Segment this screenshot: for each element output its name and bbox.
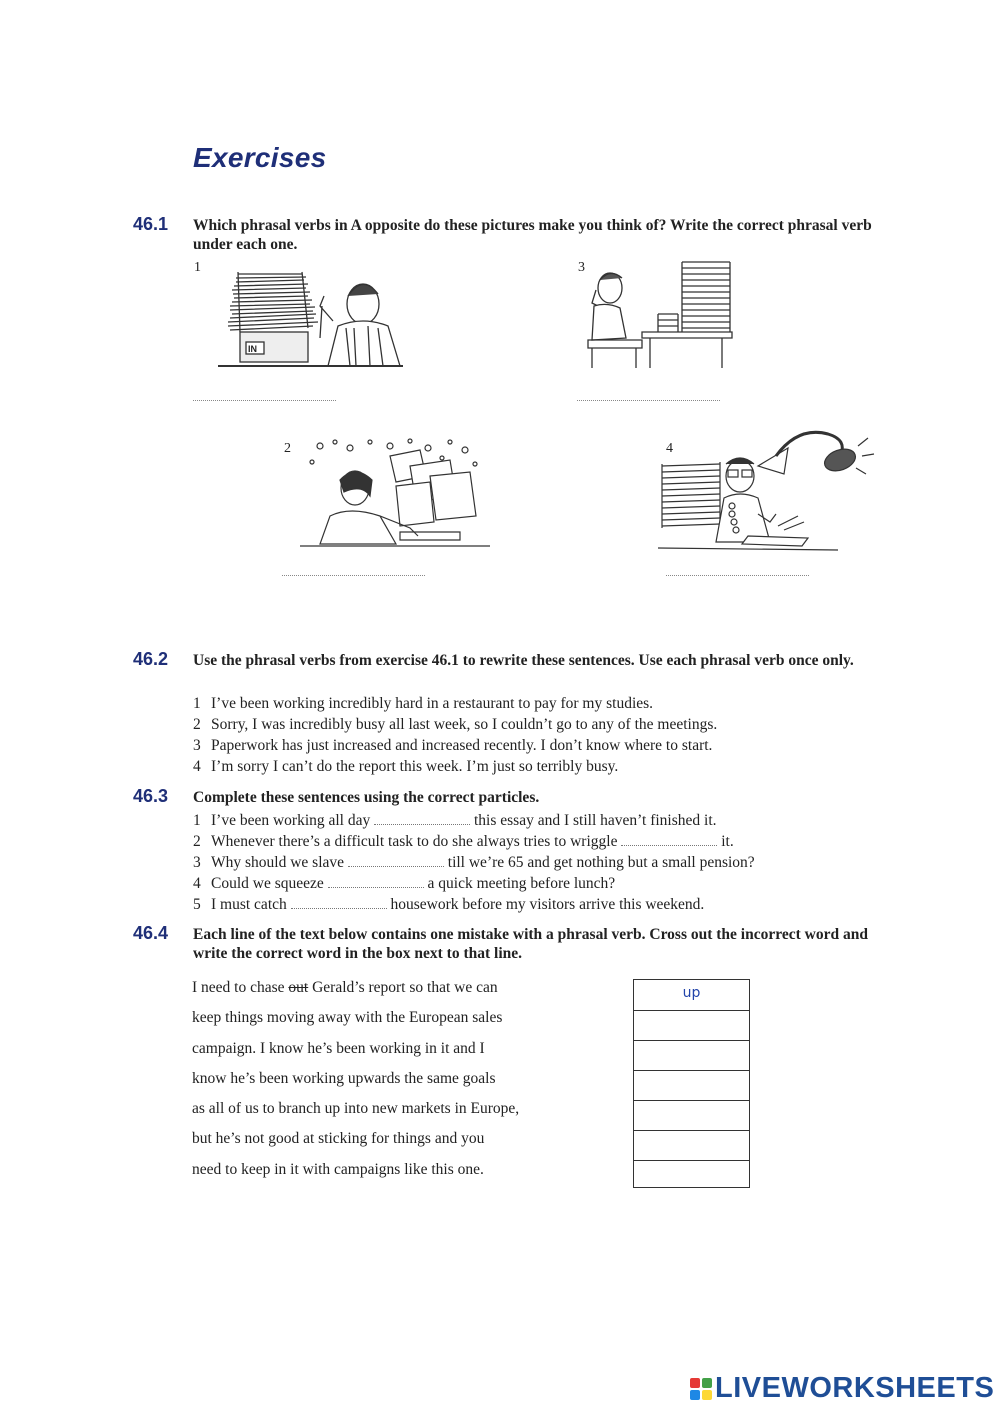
man-with-full-in-tray-illustration bbox=[218, 266, 403, 374]
answer-box-7[interactable] bbox=[634, 1160, 749, 1190]
particle-blank-3[interactable] bbox=[348, 854, 444, 867]
page-title: Exercises bbox=[193, 142, 327, 173]
exercise-number-46-3: 46.3 bbox=[133, 786, 169, 806]
answer-box-2[interactable] bbox=[634, 1010, 749, 1041]
text-line-3[interactable]: campaign. I know he’s been working in it and I bbox=[192, 1040, 485, 1057]
particle-blank-2[interactable] bbox=[621, 833, 717, 846]
text-line-7[interactable]: need to keep in it with campaigns like this one. bbox=[192, 1161, 484, 1178]
answer-box-3[interactable] bbox=[634, 1040, 749, 1071]
picture-label-1: 1 bbox=[194, 260, 201, 275]
list-item: 1 I’ve been working all day this essay and I still haven’t finished it. bbox=[193, 812, 717, 829]
exercise-46-3-items bbox=[193, 810, 755, 915]
picture-label-3: 3 bbox=[578, 260, 585, 275]
list-item: 3 Paperwork has just increased and increased recently. I don’t know where to start. bbox=[193, 737, 713, 754]
exercise-number-46-1: 46.1 bbox=[133, 214, 169, 234]
list-item: 2 Sorry, I was incredibly busy all last week, so I couldn’t go to any of the meetings. bbox=[193, 716, 718, 733]
exercise-number-46-2: 46.2 bbox=[133, 649, 169, 669]
crossed-out-word: out bbox=[288, 979, 309, 996]
answer-line-picture-1[interactable] bbox=[193, 399, 336, 401]
answer-box-1[interactable]: up bbox=[634, 980, 749, 1011]
exercise-46-3-instruction: Complete these sentences using the correct particles. bbox=[193, 789, 540, 806]
exercise-number-46-4: 46.4 bbox=[133, 923, 169, 943]
list-item: 2 Whenever there’s a difficult task to do she always tries to wriggle it. bbox=[193, 833, 734, 850]
logo-square-3 bbox=[690, 1390, 700, 1400]
man-on-phone-at-desk-illustration bbox=[582, 258, 737, 370]
picture-label-4: 4 bbox=[666, 441, 673, 456]
man-at-desk-with-alarm-illustration bbox=[658, 426, 883, 554]
logo-mark-icon bbox=[690, 1378, 712, 1400]
text-line-6[interactable]: but he’s not good at sticking for things and you bbox=[192, 1130, 485, 1147]
logo-text: LIVEWORKSHEETS bbox=[715, 1372, 995, 1404]
answer-line-picture-2[interactable] bbox=[282, 574, 425, 576]
exercise-46-2-instruction: Use the phrasal verbs from exercise 46.1 to rewrite these sentences. Use each phrasal verb once only. bbox=[193, 652, 854, 669]
particle-blank-1[interactable] bbox=[374, 812, 470, 825]
text-line-1: I need to chase out Gerald’s report so that we can bbox=[192, 979, 498, 996]
answer-box-4[interactable] bbox=[634, 1070, 749, 1101]
text-line-5[interactable]: as all of us to branch up into new markets in Europe, bbox=[192, 1100, 520, 1117]
particle-blank-5[interactable] bbox=[291, 896, 387, 909]
list-item: 1 I’ve been working incredibly hard in a restaurant to pay for my studies. bbox=[193, 695, 654, 712]
exercise-46-4-instruction: Each line of the text below contains one mistake with a phrasal verb. Cross out the incorrect word and write the correct word in the box next to that line. bbox=[193, 926, 868, 962]
logo-square-1 bbox=[690, 1378, 700, 1388]
picture-label-2: 2 bbox=[284, 441, 291, 456]
logo-square-4 bbox=[702, 1390, 712, 1400]
answer-line-picture-4[interactable] bbox=[666, 574, 809, 576]
svg-text:IN: IN bbox=[248, 344, 257, 354]
particle-blank-4[interactable] bbox=[328, 875, 424, 888]
list-item: 3 Why should we slave till we’re 65 and get nothing but a small pension? bbox=[193, 854, 755, 871]
exercise-46-2-items bbox=[193, 693, 717, 777]
woman-buried-in-paper-illustration bbox=[300, 436, 490, 551]
logo-square-2 bbox=[702, 1378, 712, 1388]
text-line-2[interactable]: keep things moving away with the European sales bbox=[192, 1009, 503, 1026]
text-line-4[interactable]: know he’s been working upwards the same goals bbox=[192, 1070, 496, 1087]
answer-line-picture-3[interactable] bbox=[577, 399, 720, 401]
list-item: 5 I must catch housework before my visitors arrive this weekend. bbox=[193, 896, 705, 913]
answer-box-5[interactable] bbox=[634, 1100, 749, 1131]
answer-box-column bbox=[633, 979, 750, 1188]
answer-box-6[interactable] bbox=[634, 1130, 749, 1161]
list-item: 4 Could we squeeze a quick meeting before lunch? bbox=[193, 875, 616, 892]
liveworksheets-logo bbox=[690, 1372, 994, 1405]
exercise-46-1-instruction: Which phrasal verbs in A opposite do these pictures make you think of? Write the correct phrasal verb under each one. bbox=[193, 217, 872, 253]
list-item: 4 I’m sorry I can’t do the report this week. I’m just so terribly busy. bbox=[193, 758, 619, 775]
